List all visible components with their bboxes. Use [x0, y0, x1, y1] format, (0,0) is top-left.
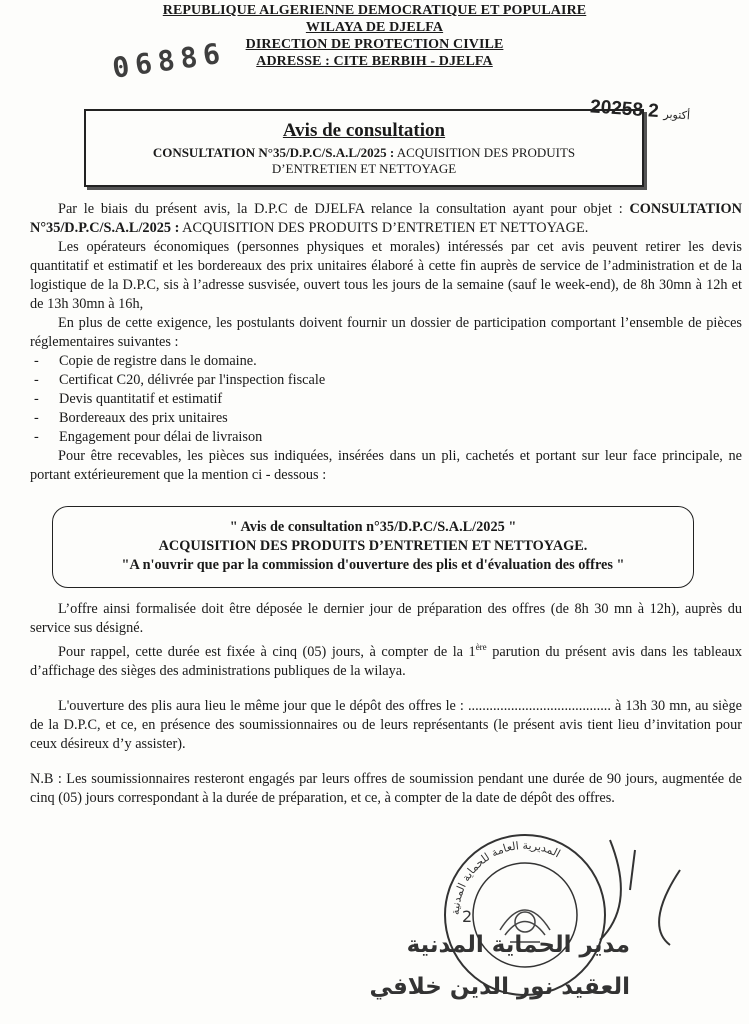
required-documents-list [30, 352, 742, 447]
wilaya-line: WILAYA DE DJELFA [305, 20, 444, 35]
paragraph-depot: L’offre ainsi formalisée doit être déposée le dernier jour de préparation des offres (de 8h 30 mn à 12h), auprès du service sus désigné. [30, 601, 742, 636]
signatory-name: العقيد نور الدين خلافي [369, 974, 630, 1000]
paragraph-duree-text: Pour rappel, cette durée est fixée à cinq (05) jours, à compter de la 1 [58, 643, 476, 660]
consultation-subject [86, 145, 642, 177]
mention-line-2: ACQUISITION DES PRODUITS D’ENTRETIEN ET NETTOYAGE. [158, 538, 588, 554]
mention-line-1: " Avis de consultation n°35/D.P.C/S.A.L/2025 " [229, 519, 517, 535]
signatory-title: مدير الحماية المدنية [406, 932, 630, 958]
paragraph-dossier: En plus de cette exigence, les postulants doivent fournir un dossier de participation comportant l’ensemble de pièces réglementaires suivantes : [30, 315, 742, 350]
notice-body [30, 200, 742, 485]
paragraph-objet-text: Par le biais du présent avis, la D.P.C de DJELFA relance la consultation ayant pour objet : [58, 201, 623, 217]
envelope-mention-box [52, 506, 694, 588]
list-item: - Copie de registre dans le domaine. [30, 352, 742, 371]
paragraph-objet-ref: CONSULTATION N°35/D.P.C/S.A.L/2025 : [30, 201, 742, 236]
list-item: - Devis quantitatif et estimatif [30, 390, 742, 409]
mention-line-3: "A n'ouvrir que par la commission d'ouverture des plis et d'évaluation des offres " [121, 557, 625, 573]
paragraph-duree-sup: ère [475, 642, 487, 652]
direction-line: DIRECTION DE PROTECTION CIVILE [245, 37, 504, 52]
subject-line-1: ACQUISITION DES PRODUITS [394, 145, 576, 160]
paragraph-duree-text-2: parution du présent avis dans les tableaux d’affichage des sièges des administrations publiques de la wilaya. [30, 643, 743, 679]
nota-bene: N.B : Les soumissionnaires resteront engagés par leurs offres de soumission pendant une durée de 90 jours, augmentée de cinq (05) jours correspondant à la durée de préparation, et ce, à compter de la date de dépôt des offres. [30, 770, 742, 806]
registration-number-stamp: 06886 [110, 36, 229, 85]
list-item: - Certificat C20, délivrée par l'inspection fiscale [30, 371, 742, 390]
seal-ring-text: المديرية العامة للحماية المدنية [448, 838, 563, 916]
date-stamp-year: 2025 [589, 96, 634, 121]
svg-text:المديرية العامة للحماية المدني [449, 839, 563, 915]
paragraph-retrait: Les opérateurs économiques (personnes physiques et morales) intéressés par cet avis peuvent retirer les devis quantitatif et estimatif et les bordereaux des prix unitaires élaboré à cette fin auprès de service de l’administration et de la logistique de la D.P.C, sis à l’adresse susvisée, ouvert tous les jours de la semaine (sauf le week-end), de 8h 30mn à 12h et de 13h 30mn à 16h, [30, 239, 742, 312]
notice-body-part-2 [30, 600, 742, 808]
title-box [84, 109, 644, 187]
subject-line-2: D’ENTRETIEN ET NETTOYAGE [271, 161, 457, 176]
paragraph-ouverture: L'ouverture des plis aura lieu le même jour que le dépôt des offres le : ........................................ à 13h 30 mn, au siège de la D.P.C, et ce, en présence des soumissionnaires ou de leurs représentants (le présent avis tient lieu d’invitation pour ceux désireux d’y assister). [30, 697, 742, 752]
signature-block [290, 924, 630, 1008]
republic-line: REPUBLIQUE ALGERIENNE DEMOCRATIQUE ET POPULAIRE [162, 3, 587, 18]
consultation-ref: CONSULTATION N°35/D.P.C/S.A.L/2025 : [152, 145, 395, 160]
date-stamp-day: 2 8 [631, 99, 660, 123]
list-item: - Engagement pour délai de livraison [30, 428, 742, 447]
paragraph-recevabilite: Pour être recevables, les pièces sus indiquées, insérées dans un pli, cachetés et portant sur leur face principale, ne portant extérieurement que la mention ci - dessous : [30, 448, 742, 483]
paragraph-objet [30, 200, 742, 238]
list-item: - Bordereaux des prix unitaires [30, 409, 742, 428]
date-stamp-month: أكتوبر [663, 108, 691, 123]
seal-number: 2 [462, 907, 473, 926]
notice-heading: Avis de consultation [282, 120, 446, 141]
address-line: ADRESSE : CITE BERBIH - DJELFA [256, 54, 493, 69]
paragraph-objet-subject: ACQUISITION DES PRODUITS D’ENTRETIEN ET NETTOYAGE. [179, 220, 589, 236]
paragraph-duree [30, 638, 742, 681]
